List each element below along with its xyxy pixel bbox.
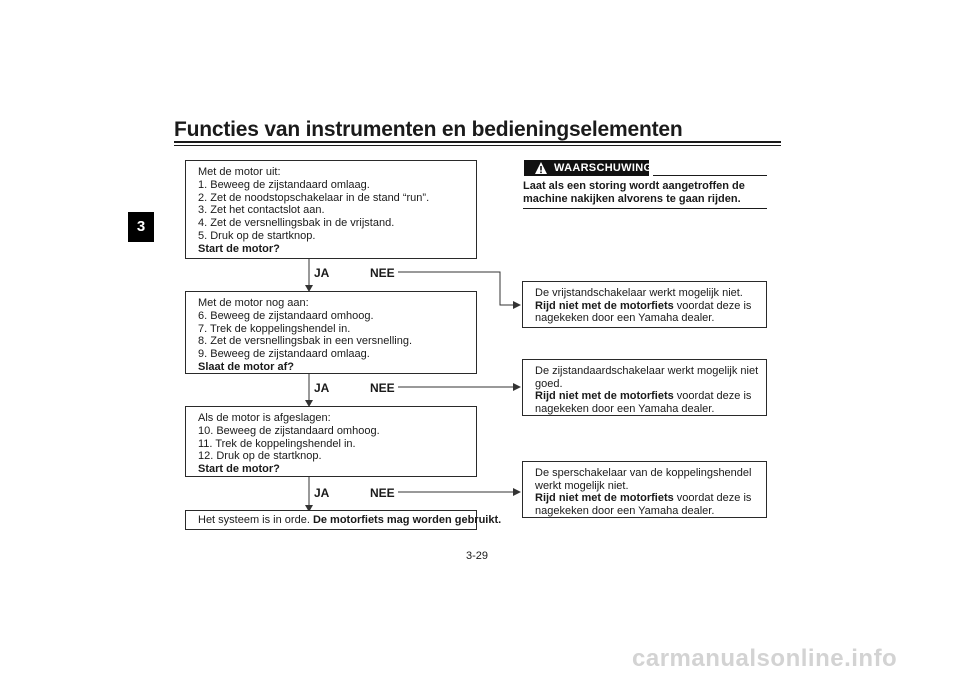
- step-text: Met de motor nog aan:: [198, 297, 309, 309]
- flow-final-box: [185, 510, 502, 530]
- step-text: 2. Zet de noodstopschakelaar in de stand “run”.: [198, 191, 430, 204]
- watermark: carmanualsonline.info: [632, 645, 898, 672]
- warning-rule-top: [653, 175, 767, 176]
- step-question: Slaat de motor af?: [198, 360, 294, 373]
- page-title: Functies van instrumenten en bedieningselementen: [174, 118, 683, 141]
- page-number: 3-29: [466, 550, 489, 562]
- step-question: Start de motor?: [198, 463, 280, 476]
- result-text: De sperschakelaar van de koppelingshendel: [535, 467, 752, 479]
- final-text: Het systeem is in orde.: [198, 514, 310, 526]
- yes-label: JA: [314, 381, 330, 395]
- step-text: 10. Beweeg de zijstandaard omhoog.: [198, 424, 380, 437]
- no-label: NEE: [370, 266, 395, 280]
- step-text: 1. Beweeg de zijstandaard omlaag.: [198, 178, 370, 191]
- no-label: NEE: [370, 381, 395, 395]
- step-text: 5. Druk op de startknop.: [198, 229, 316, 242]
- warning-line: Laat als een storing wordt aangetroffen de: [523, 180, 745, 192]
- flow-step-box-2: [185, 291, 477, 374]
- result-text: werkt mogelijk niet.: [535, 479, 629, 492]
- flow-step-box-3: [185, 406, 477, 477]
- final-text-bold: De motorfiets mag worden gebruikt.: [312, 514, 502, 526]
- step-text: 9. Beweeg de zijstandaard omlaag.: [198, 348, 370, 361]
- result-text: nagekeken door een Yamaha dealer.: [535, 402, 715, 415]
- result-bold: Rijd niet met de motorfiets: [535, 299, 674, 312]
- flow-step-box-1: [185, 160, 477, 259]
- result-text: voordat deze is: [673, 390, 752, 403]
- step-question: Start de motor?: [198, 242, 280, 255]
- warning-rule-bottom: [523, 208, 767, 209]
- result-bold: Rijd niet met de motorfiets: [535, 492, 674, 505]
- warning-text: [523, 180, 768, 206]
- arrow-no-1: [513, 301, 521, 309]
- result-text: De zijstandaardschakelaar werkt mogelijk niet: [535, 365, 759, 377]
- result-box-3: [522, 461, 767, 518]
- arrow-no-2: [513, 383, 521, 391]
- step-text: Als de motor is afgeslagen:: [198, 412, 331, 424]
- result-box-1: [522, 281, 767, 328]
- step-text: 7. Trek de koppelingshendel in.: [198, 322, 351, 335]
- no-label: NEE: [370, 486, 395, 500]
- step-text: 3. Zet het contactslot aan.: [198, 204, 325, 217]
- result-text: goed.: [535, 377, 563, 390]
- result-text: nagekeken door een Yamaha dealer.: [535, 504, 715, 517]
- chapter-tab: 3: [128, 212, 154, 242]
- step-text: Met de motor uit:: [198, 166, 281, 178]
- step-text: 6. Beweeg de zijstandaard omhoog.: [198, 309, 374, 322]
- result-bold: Rijd niet met de motorfiets: [535, 390, 674, 403]
- result-text: nagekeken door een Yamaha dealer.: [535, 312, 715, 325]
- result-box-2: [522, 359, 767, 416]
- warning-triangle-icon: [534, 161, 548, 175]
- step-text: 11. Trek de koppelingshendel in.: [198, 437, 356, 450]
- yes-label: JA: [314, 266, 330, 280]
- result-text: voordat deze is: [673, 492, 752, 505]
- step-text: 8. Zet de versnellingsbak in een versnelling.: [198, 335, 413, 348]
- step-text: 12. Druk op de startknop.: [198, 450, 322, 463]
- result-text: voordat deze is: [673, 299, 752, 312]
- result-text: De vrijstandschakelaar werkt mogelijk niet.: [535, 287, 743, 299]
- arrow-no-3: [513, 488, 521, 496]
- warning-badge-label: WAARSCHUWING: [554, 162, 653, 174]
- warning-line: machine nakijken alvorens te gaan rijden.: [523, 193, 741, 205]
- step-text: 4. Zet de versnellingsbak in de vrijstand.: [198, 217, 395, 230]
- warning-badge: [524, 160, 653, 176]
- yes-label: JA: [314, 486, 330, 500]
